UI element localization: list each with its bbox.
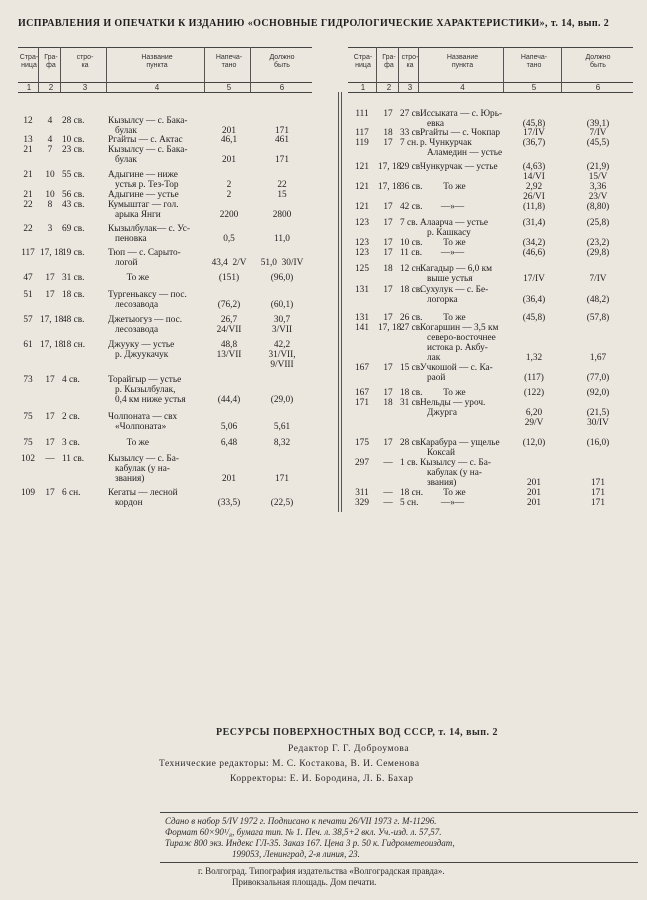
- row-should: (16,0): [586, 438, 610, 448]
- row-name: Кызылбулак— с. Ус- пеновка: [108, 224, 190, 244]
- left-column-number: 4: [154, 83, 160, 92]
- row-graph: 17: [383, 238, 393, 248]
- row-page: 125: [355, 264, 369, 274]
- right-header-graph: Гра- фа: [382, 54, 396, 69]
- row-name: Ргайты — с. Актас: [108, 135, 183, 145]
- row-page: 117: [355, 128, 369, 138]
- left-numbers-bottom-rule: [18, 92, 312, 93]
- row-graph: 17: [383, 248, 393, 258]
- row-graph: 17, 18: [40, 340, 64, 350]
- row-line: 26 св.: [400, 313, 423, 323]
- page-header-title: ИСПРАВЛЕНИЯ И ОПЕЧАТКИ К ИЗДАНИЮ «ОСНОВНЫЕ ГИДРОЛОГИЧЕСКИЕ ХАРАКТЕРИСТИКИ», т. 14, вып. 2: [18, 18, 610, 29]
- row-name: Сухулук — с. Бе- логорка: [420, 285, 489, 305]
- row-page: 109: [21, 488, 35, 498]
- row-printed: (11,8): [522, 202, 546, 212]
- row-printed: (4,63) 14/VI: [522, 162, 546, 182]
- row-printed: 5,06: [220, 422, 238, 432]
- row-page: 121: [355, 162, 369, 172]
- row-should: (22,5): [270, 498, 294, 508]
- row-graph: 18: [383, 264, 393, 274]
- row-page: 75: [23, 438, 33, 448]
- row-graph: 17: [45, 438, 55, 448]
- row-graph: 17: [383, 109, 393, 119]
- row-line: 11 св.: [62, 454, 85, 464]
- row-name: Кегаты — лесной кордон: [108, 488, 178, 508]
- row-should: 22: [277, 180, 287, 190]
- row-page: 102: [21, 454, 35, 464]
- row-graph: 4: [47, 135, 53, 145]
- printer-line-1: г. Волгоград. Типография издательства «Волгоградская правда».: [198, 866, 445, 876]
- row-line: 27 св.: [400, 109, 423, 119]
- row-page: 171: [355, 398, 369, 408]
- row-page: 167: [355, 388, 369, 398]
- row-line: 4 св.: [62, 375, 80, 385]
- publication-line-3: Тираж 800 экз. Индекс ГЛ-35. Заказ 167. Цена 3 р. 50 к. Гидрометеоиздат,: [165, 838, 455, 848]
- row-graph: 10: [45, 170, 55, 180]
- row-line: 18 св.: [400, 285, 423, 295]
- row-should: (29,0): [270, 395, 294, 405]
- row-line: 18 св.: [62, 290, 85, 300]
- left-column-number: 2: [48, 83, 54, 92]
- row-line: 7 сн.: [400, 138, 419, 148]
- row-line: 2 св.: [62, 412, 80, 422]
- row-graph: —: [45, 454, 55, 464]
- row-printed: (151): [218, 273, 240, 283]
- row-name: Иссыката — с. Юрь- евка: [420, 109, 503, 129]
- row-should: 11,0: [274, 234, 290, 244]
- right-column-number: 4: [460, 83, 465, 92]
- row-line: 31 св.: [400, 398, 423, 408]
- row-printed: (46,6): [522, 248, 546, 258]
- publication-bottom-rule: [160, 862, 638, 863]
- row-graph: 17: [45, 290, 55, 300]
- row-should: 5,61: [273, 422, 291, 432]
- row-line: 28 св.: [400, 438, 423, 448]
- row-should: 7/IV: [589, 274, 607, 284]
- row-should: (21,9) 15/V: [586, 162, 610, 182]
- row-page: 75: [23, 412, 33, 422]
- row-should: 171: [275, 474, 289, 484]
- row-graph: 7: [47, 145, 53, 155]
- row-name: Нельды — уроч. Джурга: [420, 398, 486, 418]
- row-graph: 17: [383, 138, 393, 148]
- tech-editors-line: Технические редакторы: М. С. Костакова, В. И. Семенова: [159, 759, 420, 769]
- row-should: (29,8): [586, 248, 610, 258]
- right-header-printed: Напеча- тано: [520, 54, 548, 69]
- row-name: Адыгине — устье: [108, 190, 179, 200]
- row-printed: 2: [226, 180, 232, 190]
- row-should: 171: [275, 126, 289, 136]
- row-printed: 201: [527, 498, 541, 508]
- publication-top-rule: [160, 812, 638, 813]
- right-header-page: Стра- ница: [353, 54, 373, 69]
- row-printed: 2,92 26/VI: [523, 182, 545, 202]
- row-line: 18 сн.: [400, 488, 424, 498]
- row-line: 43 св.: [62, 200, 85, 210]
- panel-divider-right: [341, 92, 342, 512]
- row-page: 121: [355, 202, 369, 212]
- row-name: Торайгыр — устье р. Кызылбулак, 0,4 км ниже устья: [108, 375, 186, 405]
- right-header-top-rule: [348, 47, 633, 48]
- row-should: 1,67: [589, 353, 607, 363]
- row-line: 7 св.: [400, 218, 418, 228]
- row-should: 171: [591, 488, 605, 498]
- row-graph: 17: [383, 285, 393, 295]
- right-header-line: стро- ка: [401, 54, 419, 69]
- row-name: То же: [420, 313, 466, 323]
- left-header-page: Стра- ница: [19, 54, 39, 69]
- row-printed: 6,48: [220, 438, 238, 448]
- left-header-top-rule: [18, 47, 312, 48]
- right-numbers-bottom-rule: [348, 92, 633, 93]
- row-page: 22: [23, 200, 33, 210]
- row-name: Когаршин — 3,5 км северо-восточнее истока р. Акбу- лак: [420, 323, 499, 363]
- row-name: Тюп — с. Сарыто- логой: [108, 248, 181, 268]
- row-should: (77,0): [586, 373, 610, 383]
- row-page: 123: [355, 218, 369, 228]
- row-printed: 0,5: [223, 234, 235, 244]
- row-page: 22: [23, 224, 33, 234]
- left-header-printed: Напеча- тано: [215, 54, 243, 69]
- row-graph: 10: [45, 190, 55, 200]
- row-line: 18 сн.: [62, 340, 86, 350]
- row-printed: 201: [527, 478, 541, 488]
- row-printed: (34,2): [522, 238, 546, 248]
- panel-divider-left: [338, 92, 339, 512]
- correctors-line: Корректоры: Е. И. Бородина, Л. Б. Бахар: [230, 774, 414, 784]
- row-page: 117: [21, 248, 35, 258]
- row-printed: (76,2): [217, 300, 241, 310]
- row-should: 51,0 30/IV: [260, 258, 304, 268]
- left-column-number: 1: [26, 83, 32, 92]
- row-should: (8,80): [586, 202, 610, 212]
- row-name: Тургеньаксу — пос. лесозавода: [108, 290, 187, 310]
- row-line: 6 сн.: [62, 488, 81, 498]
- left-header-name: Название пункта: [141, 54, 173, 69]
- row-graph: 17, 18: [40, 248, 64, 258]
- row-printed: 2200: [219, 210, 239, 220]
- row-page: 131: [355, 313, 369, 323]
- row-printed: (31,4): [522, 218, 546, 228]
- row-printed: 17/IV: [523, 128, 545, 138]
- row-graph: 17: [383, 313, 393, 323]
- left-column-number: 3: [82, 83, 88, 92]
- row-printed: 46,1: [220, 135, 238, 145]
- row-line: 12 сн.: [400, 264, 424, 274]
- row-name: —»—: [420, 248, 465, 258]
- row-graph: 17, 18: [378, 162, 402, 172]
- row-graph: 17: [45, 375, 55, 385]
- left-header-bottom-rule: [18, 82, 312, 83]
- publication-line-1: Сдано в набор 5/IV 1972 г. Подписано к печати 26/VII 1973 г. М-11296.: [165, 816, 437, 826]
- row-page: 47: [23, 273, 33, 283]
- right-header-name: Название пункта: [446, 54, 479, 69]
- row-name: Учкошой — с. Ка- раой: [420, 363, 493, 383]
- row-printed: (45,8): [522, 313, 546, 323]
- row-graph: 17: [383, 388, 393, 398]
- row-line: 19 св.: [62, 248, 85, 258]
- row-should: (23,2): [586, 238, 610, 248]
- row-name: Кызылсу — с. Бака- булак: [108, 145, 188, 165]
- row-line: 18 св.: [400, 388, 423, 398]
- row-page: 297: [355, 458, 369, 468]
- right-header-should: Должно быть: [585, 54, 611, 69]
- row-page: 123: [355, 248, 369, 258]
- row-name: Кагадыр — 6,0 км выше устья: [420, 264, 493, 284]
- row-should: 171: [275, 155, 289, 165]
- row-should: 42,2 31/VII, 9/VIII: [268, 340, 296, 370]
- row-name: То же: [420, 388, 466, 398]
- row-name: Кызылсу — с. Бака- булак: [108, 116, 188, 136]
- row-should: 30,7 3/VII: [271, 315, 293, 335]
- row-name: Чолпоната — свх «Чолпоната»: [108, 412, 178, 432]
- row-page: 121: [355, 182, 369, 192]
- row-name: —»—: [420, 202, 465, 212]
- row-printed: 201: [222, 474, 236, 484]
- row-graph: 17, 18: [40, 315, 64, 325]
- row-name: Кызылсу — с. Ба- кабулак (у на- звания): [420, 458, 491, 488]
- row-printed: 2: [226, 190, 232, 200]
- row-name: То же: [420, 488, 466, 498]
- right-column-number: 5: [531, 83, 537, 92]
- left-column-number: 6: [279, 83, 285, 92]
- row-should: (45,5): [586, 138, 610, 148]
- row-should: (48,2): [586, 295, 610, 305]
- row-name: Адыгине — ниже устья р. Тез-Тор: [108, 170, 179, 190]
- row-graph: 17: [45, 412, 55, 422]
- row-printed: (117): [524, 373, 544, 383]
- row-should: (60,1): [270, 300, 294, 310]
- row-line: 15 св.: [400, 363, 423, 373]
- row-line: 48 св.: [62, 315, 85, 325]
- row-line: 33 св.: [400, 128, 423, 138]
- row-graph: 17: [383, 363, 393, 373]
- row-page: 329: [355, 498, 369, 508]
- row-page: 21: [23, 145, 33, 155]
- row-name: Алаарча — устье р. Кашкасу: [420, 218, 488, 238]
- row-name: То же: [108, 438, 149, 448]
- right-column-number: 2: [386, 83, 392, 92]
- row-line: 28 св.: [62, 116, 85, 126]
- row-line: 1 св.: [400, 458, 418, 468]
- editor-line: Редактор Г. Г. Доброумова: [288, 744, 410, 754]
- row-page: 12: [23, 116, 33, 126]
- row-printed: (33,5): [217, 498, 241, 508]
- row-name: Джетыогуз — пос. лесозавода: [108, 315, 183, 335]
- row-line: 31 св.: [62, 273, 85, 283]
- row-should: (39,1): [586, 119, 610, 129]
- row-should: 8,32: [273, 438, 291, 448]
- row-graph: 4: [47, 116, 53, 126]
- row-printed: 201: [222, 126, 236, 136]
- row-page: 61: [23, 340, 33, 350]
- row-graph: 17: [45, 273, 55, 283]
- row-page: 57: [23, 315, 33, 325]
- row-name: Кумыштаг — гол. арыка Янги: [108, 200, 179, 220]
- row-line: 56 св.: [62, 190, 85, 200]
- row-graph: 17, 18: [378, 182, 402, 192]
- row-printed: (45,8): [522, 119, 546, 129]
- row-page: 21: [23, 190, 33, 200]
- row-printed: (44,4): [217, 395, 241, 405]
- row-printed: 1,32: [525, 353, 543, 363]
- row-printed: 6,20 29/V: [524, 408, 544, 428]
- imprint-title: РЕСУРСЫ ПОВЕРХНОСТНЫХ ВОД СССР, т. 14, вып. 2: [216, 727, 499, 738]
- row-name: То же: [420, 238, 466, 248]
- row-name: Карабура — ущелье Коксай: [420, 438, 500, 458]
- row-graph: —: [383, 498, 393, 508]
- row-page: 13: [23, 135, 33, 145]
- row-graph: 17: [383, 438, 393, 448]
- row-name: р. Чункурчак Аламедин — устье: [420, 138, 503, 158]
- row-line: 69 св.: [62, 224, 85, 234]
- row-name: Ргайты — с. Чокпар: [420, 128, 501, 138]
- row-should: 3,36 23/V: [588, 182, 608, 202]
- row-name: Чункурчак — устье: [420, 162, 498, 172]
- row-page: 21: [23, 170, 33, 180]
- row-page: 141: [355, 323, 369, 333]
- row-line: 23 св.: [62, 145, 85, 155]
- row-page: 73: [23, 375, 33, 385]
- row-page: 51: [23, 290, 33, 300]
- row-page: 175: [355, 438, 369, 448]
- row-should: (21,5) 30/IV: [586, 408, 610, 428]
- row-page: 111: [355, 109, 369, 119]
- row-name: То же: [108, 273, 149, 283]
- row-page: 131: [355, 285, 369, 295]
- right-column-number: 1: [360, 83, 366, 92]
- row-name: То же: [420, 182, 466, 192]
- row-line: 3 св.: [62, 438, 80, 448]
- row-printed: 26,7 24/VII: [216, 315, 242, 335]
- row-line: 27 св.: [400, 323, 423, 333]
- left-header-graph: Гра- фа: [44, 54, 58, 69]
- row-should: 15: [277, 190, 287, 200]
- row-line: 36 св.: [400, 182, 423, 192]
- row-graph: 18: [383, 398, 393, 408]
- row-graph: —: [383, 458, 393, 468]
- printer-line-2: Привокзальная площадь. Дом печати.: [232, 877, 377, 887]
- row-name: Джууку — устье р. Джуукачук: [108, 340, 175, 360]
- row-page: 123: [355, 238, 369, 248]
- row-should: (92,0): [586, 388, 610, 398]
- row-printed: (12,0): [522, 438, 546, 448]
- right-column-number: 3: [407, 83, 413, 92]
- row-printed: (122): [523, 388, 545, 398]
- row-printed: (36,4): [522, 295, 546, 305]
- row-printed: 201: [222, 155, 236, 165]
- row-name: Кызылсу — с. Ба- кабулак (у на- звания): [108, 454, 179, 484]
- row-line: 11 св.: [400, 248, 423, 258]
- row-printed: 17/IV: [523, 274, 545, 284]
- row-should: (57,8): [586, 313, 610, 323]
- row-line: 29 св.: [400, 162, 423, 172]
- row-graph: 17: [383, 202, 393, 212]
- left-column-number: 5: [226, 83, 232, 92]
- row-graph: 18: [383, 128, 393, 138]
- row-printed: (36,7): [522, 138, 546, 148]
- row-should: 461: [275, 135, 289, 145]
- row-should: (25,8): [586, 218, 610, 228]
- row-graph: 17, 18: [378, 323, 402, 333]
- row-line: 10 св.: [400, 238, 423, 248]
- row-should: (96,0): [270, 273, 294, 283]
- row-graph: 17: [383, 218, 393, 228]
- row-should: 7/IV: [589, 128, 607, 138]
- right-column-number: 6: [595, 83, 601, 92]
- row-should: 171: [591, 498, 605, 508]
- left-header-should: Должно быть: [269, 54, 295, 69]
- publication-line-2: Формат 60×90¹/₈, бумага тип. № 1. Печ. л. 38,5+2 вкл. Уч.-изд. л. 57,57.: [165, 827, 442, 837]
- row-page: 119: [355, 138, 369, 148]
- row-printed: 43,4 2/V: [211, 258, 247, 268]
- row-printed: 48,8 13/VII: [216, 340, 242, 360]
- row-line: 42 св.: [400, 202, 423, 212]
- row-name: —»—: [420, 498, 465, 508]
- row-page: 167: [355, 363, 369, 373]
- row-graph: 8: [47, 200, 53, 210]
- left-header-line: стро- ка: [76, 54, 94, 69]
- row-line: 5 сн.: [400, 498, 419, 508]
- row-should: 2800: [272, 210, 292, 220]
- row-should: 171: [591, 478, 605, 488]
- publication-line-4: 199053, Ленинград, 2-я линия, 23.: [232, 849, 360, 859]
- row-graph: 3: [47, 224, 53, 234]
- row-line: 10 св.: [62, 135, 85, 145]
- row-graph: 17: [45, 488, 55, 498]
- row-line: 55 св.: [62, 170, 85, 180]
- row-graph: —: [383, 488, 393, 498]
- row-page: 311: [355, 488, 369, 498]
- row-printed: 201: [527, 488, 541, 498]
